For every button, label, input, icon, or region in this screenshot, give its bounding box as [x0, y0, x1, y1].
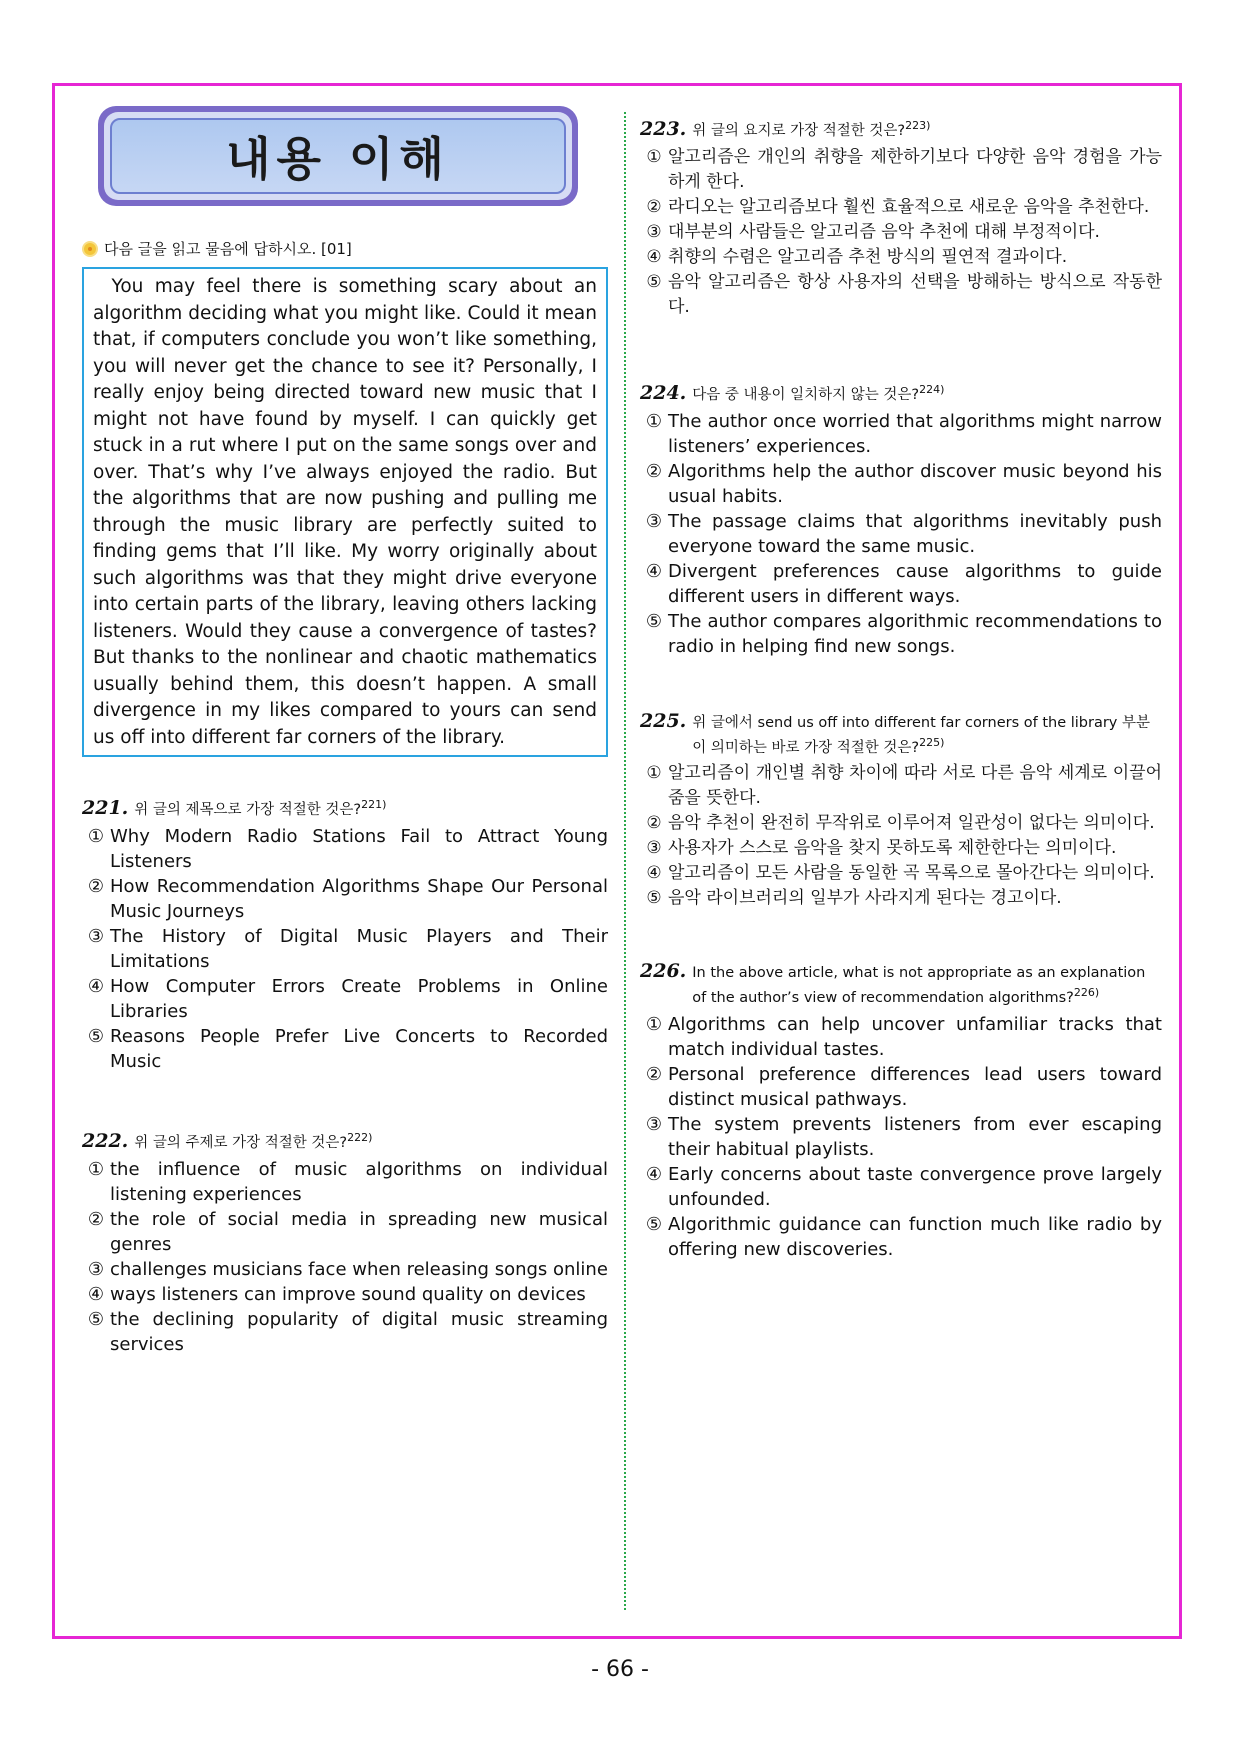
question-number: 223.	[640, 117, 687, 140]
option-text: challenges musicians face when releasing songs online	[110, 1258, 608, 1280]
answer-option[interactable]	[640, 609, 1162, 659]
option-text: Algorithms can help uncover unfamiliar tracks that match individual tastes.	[668, 1014, 1162, 1061]
option-marker: ③	[87, 1258, 105, 1280]
option-marker: ⑤	[87, 1308, 105, 1330]
option-text: the influence of music algorithms on individual listening experiences	[110, 1158, 608, 1205]
option-marker: ③	[646, 838, 662, 859]
option-text: 음악 라이브러리의 일부가 사라지게 된다는 경고이다.	[668, 888, 1062, 909]
option-text: How Computer Errors Create Problems in Online Libraries	[110, 975, 608, 1022]
answer-option[interactable]	[640, 1012, 1162, 1062]
question-header	[640, 711, 1162, 758]
answer-option[interactable]	[640, 195, 1162, 220]
option-marker: ②	[87, 875, 105, 897]
column-divider	[624, 112, 626, 1610]
option-text: 라디오는 알고리즘보다 훨씬 효율적으로 새로운 음악을 추천한다.	[668, 196, 1150, 217]
option-marker: ⑤	[645, 610, 663, 632]
footnote-ref: 223)	[905, 119, 931, 132]
option-marker: ①	[87, 1158, 105, 1180]
question-header	[82, 795, 608, 820]
question-text: 위 글의 제목으로 가장 적절한 것은?	[134, 801, 362, 818]
options-list	[640, 409, 1162, 659]
option-text: The system prevents listeners from ever escaping their habitual playlists.	[668, 1114, 1162, 1161]
option-marker: ③	[645, 510, 663, 532]
option-marker: ①	[646, 763, 662, 784]
option-marker: ③	[645, 1114, 663, 1136]
question-number: 226.	[640, 960, 687, 983]
option-marker: ③	[646, 221, 662, 242]
answer-option[interactable]	[640, 861, 1162, 886]
answer-option[interactable]	[640, 836, 1162, 861]
question-221	[82, 795, 608, 1074]
question-header	[82, 1128, 608, 1153]
answer-option[interactable]	[640, 509, 1162, 559]
option-marker: ⑤	[87, 1025, 105, 1047]
option-marker: ②	[645, 460, 663, 482]
answer-option[interactable]	[640, 245, 1162, 270]
option-text: the declining popularity of digital music streaming services	[110, 1308, 608, 1355]
flower-icon	[82, 241, 98, 257]
question-text: 다음 중 내용이 일치하지 않는 것은?	[692, 386, 920, 403]
answer-option[interactable]	[82, 874, 608, 924]
option-text: 사용자가 스스로 음악을 찾지 못하도록 제한한다는 의미이다.	[668, 838, 1117, 859]
question-text: 위 글의 요지로 가장 적절한 것은?	[692, 122, 906, 139]
page-number: - 66 -	[591, 1657, 649, 1682]
option-marker: ④	[87, 1283, 105, 1305]
answer-option[interactable]	[640, 761, 1162, 811]
answer-option[interactable]	[82, 924, 608, 974]
option-text: 음악 추천이 완전히 무작위로 이루어져 일관성이 없다는 의미이다.	[668, 813, 1155, 834]
option-text: The author once worried that algorithms might narrow listeners’ experiences.	[668, 410, 1162, 457]
answer-option[interactable]	[82, 1024, 608, 1074]
footnote-ref: 222)	[347, 1130, 373, 1144]
option-marker: ①	[645, 410, 663, 432]
option-text: Why Modern Radio Stations Fail to Attract Young Listeners	[110, 825, 608, 872]
answer-option[interactable]	[640, 459, 1162, 509]
section-title-box	[98, 106, 578, 206]
option-marker: ①	[646, 146, 662, 167]
question-header	[640, 380, 1162, 405]
option-marker: ④	[646, 863, 662, 884]
question-224	[640, 380, 1162, 659]
question-text: 위 글에서 send us off into different far corners of the library 부분이 의미하는 바로 가장 적절한 것은?	[692, 714, 1151, 756]
answer-option[interactable]	[640, 145, 1162, 195]
option-marker: ④	[645, 560, 663, 582]
question-number: 221.	[82, 796, 129, 819]
option-marker: ④	[645, 1164, 663, 1186]
footnote-ref: 221)	[361, 798, 387, 811]
option-marker: ⑤	[646, 271, 662, 292]
option-text: Reasons People Prefer Live Concerts to Recorded Music	[110, 1025, 608, 1072]
answer-option[interactable]	[640, 1062, 1162, 1112]
option-marker: ①	[87, 825, 105, 847]
answer-option[interactable]	[640, 409, 1162, 459]
instruction	[82, 238, 608, 259]
question-text: In the above article, what is not appropriate as an explanation of the author’s view of recommendation algorithms?	[692, 965, 1146, 1007]
option-text: Algorithmic guidance can function much like radio by offering new discoveries.	[668, 1214, 1162, 1261]
section-title: 내용 이해	[110, 118, 566, 194]
option-marker: ②	[646, 196, 662, 217]
option-marker: ②	[645, 1064, 663, 1086]
option-text: The History of Digital Music Players and Their Limitations	[110, 925, 608, 972]
question-226	[640, 961, 1162, 1262]
option-marker: ②	[646, 813, 662, 834]
option-marker: ④	[87, 975, 105, 997]
options-list	[640, 145, 1162, 320]
option-text: 알고리즘이 개인별 취향 차이에 따라 서로 다른 음악 세계로 이끌어 줌을 뜻한다.	[668, 763, 1162, 809]
footnote-ref: 224)	[919, 382, 945, 396]
options-list	[640, 761, 1162, 911]
instruction-text: 다음 글을 읽고 물음에 답하시오. [01]	[104, 240, 352, 258]
option-text: Divergent preferences cause algorithms to guide different users in different ways.	[668, 560, 1162, 607]
option-text: How Recommendation Algorithms Shape Our Personal Music Journeys	[110, 875, 608, 922]
right-column	[640, 116, 1162, 1262]
answer-option[interactable]	[640, 1212, 1162, 1262]
option-text: Personal preference differences lead users toward distinct musical pathways.	[668, 1064, 1162, 1111]
answer-option[interactable]	[640, 1162, 1162, 1212]
question-header	[640, 116, 1162, 141]
options-list	[82, 1157, 608, 1357]
option-marker: ⑤	[646, 888, 662, 909]
footnote-ref: 226)	[1073, 986, 1100, 1000]
answer-option[interactable]	[82, 1257, 608, 1282]
answer-option[interactable]	[82, 974, 608, 1024]
answer-option[interactable]	[82, 1157, 608, 1207]
option-text: The passage claims that algorithms inevitably push everyone toward the same music.	[668, 510, 1162, 557]
answer-option[interactable]	[82, 1307, 608, 1357]
option-text: 알고리즘은 개인의 취향을 제한하기보다 다양한 음악 경험을 가능하게 한다.	[668, 146, 1162, 192]
option-marker: ②	[87, 1208, 105, 1230]
option-marker: ①	[645, 1014, 663, 1036]
question-header	[640, 961, 1162, 1008]
left-column	[82, 106, 608, 1357]
answer-option[interactable]	[640, 886, 1162, 911]
option-marker: ③	[87, 925, 105, 947]
answer-option[interactable]	[640, 270, 1162, 320]
option-text: the role of social media in spreading new musical genres	[110, 1208, 608, 1255]
reading-passage: You may feel there is something scary about an algorithm deciding what you might like. Could it mean that, if computers conclude you won’t like something, you will never get the chance to see it? Personally, I really enjoy being directed toward new music that I might not have found by myself. I can quickly get stuck in a rut where I put on the same songs over and over. That’s why I’ve always enjoyed the radio. But the algorithms that are now pushing and pulling me through the music library are perfectly suited to finding gems that I’ll like. My worry originally about such algorithms was that they might drive everyone into certain parts of the library, leaving others lacking listeners. Would they cause a convergence of tastes? But thanks to the nonlinear and chaotic mathematics usually behind them, this doesn’t happen. A small divergence in my likes compared to yours can send us off into different far corners of the library.	[82, 267, 608, 757]
option-marker: ⑤	[645, 1214, 663, 1236]
option-text: Early concerns about taste convergence prove largely unfounded.	[668, 1164, 1162, 1211]
answer-option[interactable]	[640, 1112, 1162, 1162]
answer-option[interactable]	[82, 1207, 608, 1257]
question-223	[640, 116, 1162, 320]
option-text: 취향의 수렴은 알고리즘 추천 방식의 필연적 결과이다.	[668, 246, 1068, 267]
option-text: Algorithms help the author discover music beyond his usual habits.	[668, 460, 1162, 507]
answer-option[interactable]	[82, 824, 608, 874]
option-text: ways listeners can improve sound quality on devices	[110, 1283, 586, 1305]
question-number: 225.	[640, 709, 687, 732]
option-text: 대부분의 사람들은 알고리즘 음악 추천에 대해 부정적이다.	[668, 221, 1100, 242]
question-225	[640, 711, 1162, 912]
question-text: 위 글의 주제로 가장 적절한 것은?	[134, 1134, 348, 1151]
question-222	[82, 1128, 608, 1357]
option-text: The author compares algorithmic recommendations to radio in helping find new songs.	[668, 610, 1162, 657]
footnote-ref: 225)	[919, 735, 945, 749]
option-text: 음악 알고리즘은 항상 사용자의 선택을 방해하는 방식으로 작동한다.	[668, 271, 1162, 317]
answer-option[interactable]	[640, 220, 1162, 245]
question-number: 224.	[640, 381, 687, 404]
option-text: 알고리즘이 모든 사람을 동일한 곡 목록으로 몰아간다는 의미이다.	[668, 863, 1155, 884]
question-number: 222.	[82, 1129, 129, 1152]
option-marker: ④	[646, 246, 662, 267]
answer-option[interactable]	[82, 1282, 608, 1307]
answer-option[interactable]	[640, 559, 1162, 609]
answer-option[interactable]	[640, 811, 1162, 836]
options-list	[640, 1012, 1162, 1262]
options-list	[82, 824, 608, 1074]
